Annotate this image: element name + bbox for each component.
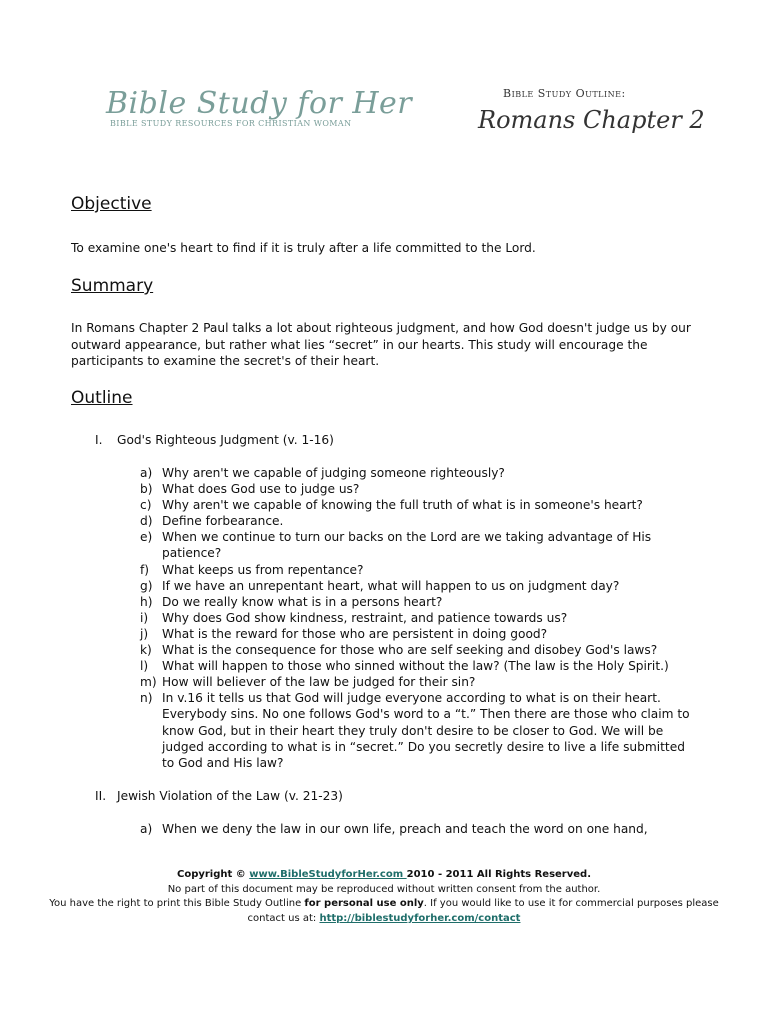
section-1-text: God's Righteous Judgment (v. 1-16)	[117, 433, 334, 447]
copyright-footer	[40, 868, 728, 926]
contact-link[interactable]: http://biblestudyforher.com/contact	[319, 912, 521, 924]
copyright-line: Copyright © www.BibleStudyforHer.com 2010 - 2011 All Rights Reserved.	[176, 869, 592, 880]
section-2-questions	[140, 821, 700, 837]
site-logo	[106, 86, 413, 136]
list-item: b) What does God use to judge us?	[140, 482, 360, 497]
list-item: a) Why aren't we capable of judging someone righteously?	[140, 466, 505, 480]
list-item: g) If we have an unrepentant heart, what will happen to us on judgment day?	[140, 578, 620, 593]
list-item: m) How will believer of the law be judged for their sin?	[140, 675, 476, 690]
list-item: k) What is the consequence for those who are self seeking and disobey God's laws?	[140, 643, 658, 658]
objective-text: To examine one's heart to find if it is truly after a life committed to the Lord.	[71, 241, 536, 255]
summary-text: In Romans Chapter 2 Paul talks a lot about righteous judgment, and how God doesn't judge us by our outward appearance, but rather what lies “secret” in our hearts. This study will encourage the participants to examine the secret's of their heart.	[71, 321, 691, 368]
objective-heading: Objective	[71, 194, 152, 214]
list-item: h) Do we really know what is in a persons heart?	[140, 594, 443, 609]
usage-notice: You have the right to print this Bible Study Outline for personal use only. If you would like to use it for commercial purposes please contact us at: http://biblestudyforher.com/contact	[49, 898, 719, 924]
section-1-number: I.	[95, 433, 103, 447]
outline-title: Romans Chapter 2	[478, 106, 705, 134]
section-1-title	[95, 433, 334, 447]
list-item: e) When we continue to turn our backs on the Lord are we taking advantage of His patience?	[140, 530, 652, 561]
list-item: c) Why aren't we capable of knowing the full truth of what is in someone's heart?	[140, 498, 643, 513]
list-item: n) In v.16 it tells us that God will judge everyone according to what is on their heart. Everybody sins. No one follows God's word to a “t.” Then there are those who claim to know God, but in their heart they truly don't desire to be closer to God. We will be judged according to what is in “secret.” Do you secretly desire to live a life submitted to God and His law?	[140, 691, 690, 770]
outline-heading: Outline	[71, 388, 133, 408]
section-2-number: II.	[95, 789, 107, 803]
list-item: i) Why does God show kindness, restraint, and patience towards us?	[140, 610, 568, 625]
list-item: f) What keeps us from repentance?	[140, 562, 364, 577]
list-item: j) What is the reward for those who are persistent in doing good?	[140, 626, 548, 641]
list-item: a) When we deny the law in our own life, preach and teach the word on one hand,	[140, 822, 648, 836]
outline-label: Bible Study Outline:	[503, 87, 626, 100]
site-link[interactable]: www.BibleStudyforHer.com	[249, 869, 407, 880]
list-item: l) What will happen to those who sinned without the law? (The law is the Holy Spirit.)	[140, 659, 669, 674]
logo-tagline: BIBLE STUDY RESOURCES FOR CHRISTIAN WOMAN	[110, 119, 352, 128]
list-item: d) Define forbearance.	[140, 514, 284, 529]
section-1-questions	[140, 465, 700, 771]
reproduction-notice: No part of this document may be reproduced without written consent from the author.	[167, 883, 601, 895]
section-2-title	[95, 789, 343, 803]
summary-heading: Summary	[71, 276, 154, 296]
section-2-text: Jewish Violation of the Law (v. 21-23)	[117, 789, 343, 803]
logo-title: Bible Study for Her	[106, 86, 413, 121]
